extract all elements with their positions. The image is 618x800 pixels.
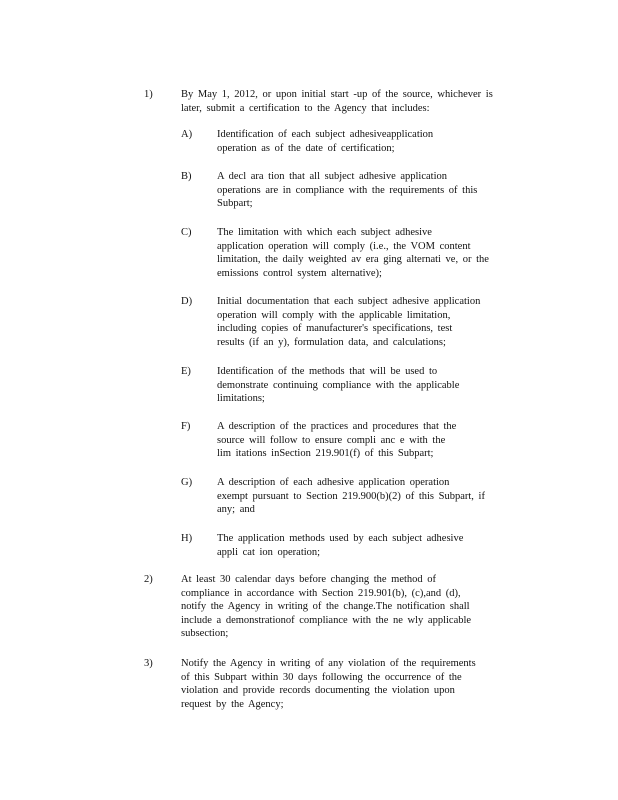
text-line: Subpart; xyxy=(217,198,253,210)
item-text xyxy=(217,128,433,155)
text-line: Notify the Agency in writing of any violation of the requirements xyxy=(181,658,476,669)
text-line: lim itations inSection 219.901(f) of this Subpart; xyxy=(217,448,434,460)
item-number: E) xyxy=(181,366,191,377)
item-text xyxy=(181,657,476,711)
text-line: operation will comply with the applicable limitation, xyxy=(217,309,451,321)
text-line: Identification of the methods that will be used to xyxy=(217,366,438,377)
text-line: results (if an y), formulation data, and calculations; xyxy=(217,336,446,348)
item-text xyxy=(217,365,459,406)
item-text xyxy=(217,420,456,461)
text-line: The application methods used by each subject adhesive xyxy=(217,533,464,544)
text-line: compliance in accordance with Section 219.901(b), (c),and (d), xyxy=(181,587,461,599)
text-line: including copies of manufacturer's specifications, test xyxy=(217,323,453,335)
text-line: A description of the practices and procedures that the xyxy=(217,421,457,432)
text-line: operation as of the date of certification; xyxy=(217,142,395,154)
text-line: any; and xyxy=(217,504,255,516)
text-line: A description of each adhesive application operation xyxy=(217,477,450,488)
text-line: limitations; xyxy=(217,393,265,405)
text-line: appli cat ion operation; xyxy=(217,546,321,558)
item-number: D) xyxy=(181,296,193,307)
text-line: The limitation with which each subject adhesive xyxy=(217,227,432,238)
text-line: source will follow to ensure compli anc e with the xyxy=(217,434,446,446)
text-line: emissions control system alternative); xyxy=(217,267,382,279)
item-number: 1) xyxy=(144,89,153,100)
item-number: 3) xyxy=(144,658,153,669)
text-line: of this Subpart within 30 days following the occurrence of the xyxy=(181,671,462,683)
item-text xyxy=(217,226,489,280)
text-line: limitation, the daily weighted av era ging alternati ve, or the xyxy=(217,254,489,266)
item-number: G) xyxy=(181,477,193,488)
text-line: Identification of each subject adhesiveapplication xyxy=(217,129,434,140)
text-line: include a demonstrationof compliance with the ne wly applicable xyxy=(181,614,472,626)
text-line: At least 30 calendar days before changing the method of xyxy=(181,574,437,585)
item-text xyxy=(181,88,493,115)
item-text xyxy=(217,295,480,349)
item-number: A) xyxy=(181,129,193,140)
item-text xyxy=(217,532,463,559)
item-text xyxy=(217,170,477,211)
item-number: C) xyxy=(181,227,192,238)
item-text xyxy=(217,476,485,517)
text-line: demonstrate continuing compliance with the applicable xyxy=(217,379,460,391)
text-line: subsection; xyxy=(181,628,229,640)
text-line: application operation will comply (i.e., the VOM content xyxy=(217,240,471,252)
item-number: B) xyxy=(181,171,192,182)
text-line: request by the Agency; xyxy=(181,698,284,710)
item-text xyxy=(181,573,471,641)
text-line: A decl ara tion that all subject adhesive application xyxy=(217,171,448,182)
text-line: exempt pursuant to Section 219.900(b)(2) of this Subpart, if xyxy=(217,490,485,502)
text-line: violation and provide records documenting the violation upon xyxy=(181,685,455,697)
item-number: H) xyxy=(181,533,193,544)
text-line: Initial documentation that each subject adhesive application xyxy=(217,296,481,307)
item-number: 2) xyxy=(144,574,153,585)
text-line: notify the Agency in writing of the change.The notification shall xyxy=(181,601,470,613)
text-line: later, submit a certification to the Agency that includes: xyxy=(181,102,430,114)
item-number: F) xyxy=(181,421,191,432)
text-line: By May 1, 2012, or upon initial start -up of the source, whichever is xyxy=(181,89,493,100)
text-line: operations are in compliance with the requirements of this xyxy=(217,184,478,196)
